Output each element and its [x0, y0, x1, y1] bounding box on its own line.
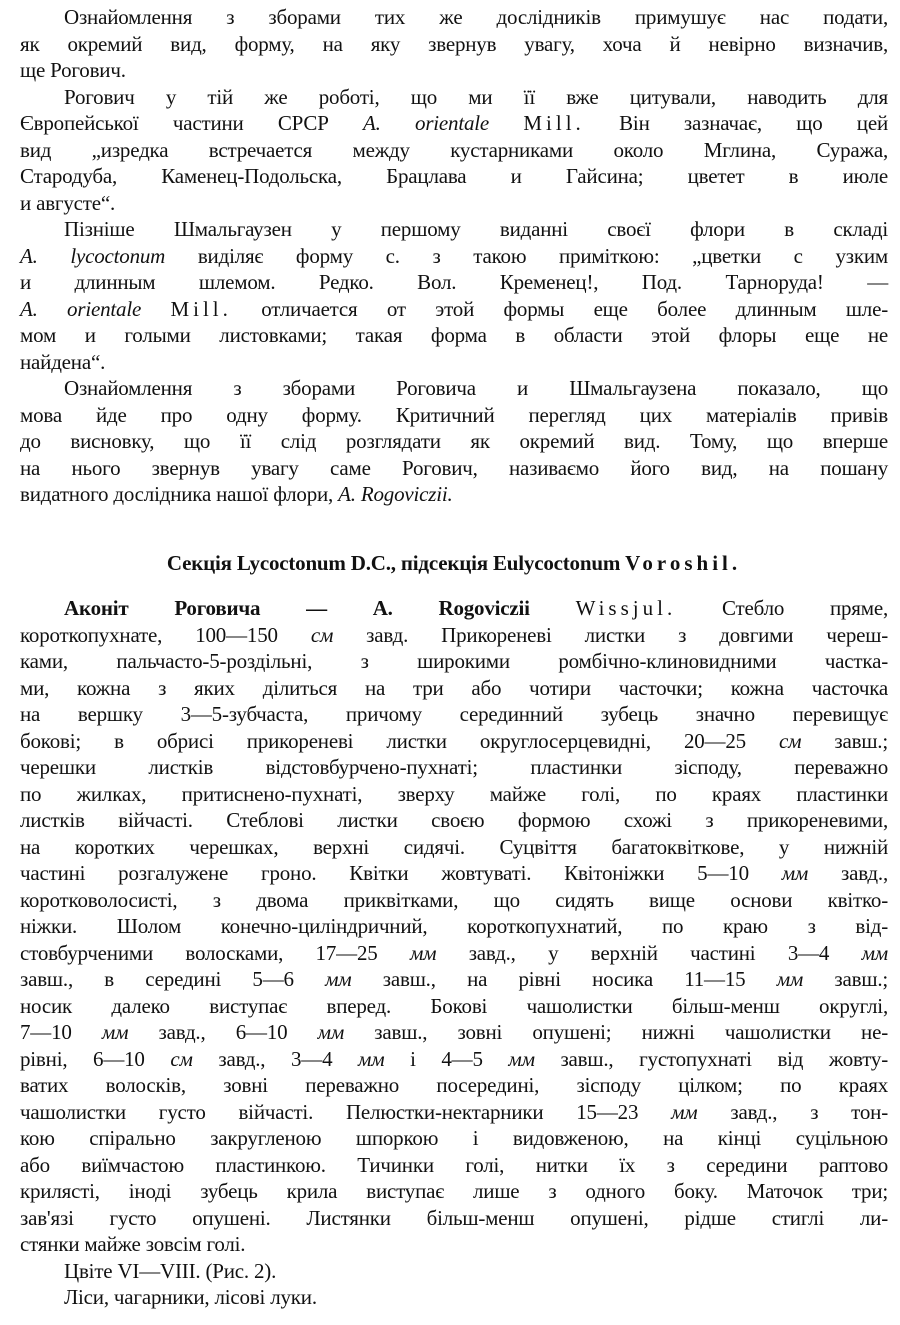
text-run	[141, 297, 170, 321]
species-description	[20, 595, 888, 1311]
text-run: чашолистки густо війчасті. Пелюстки-нектарники 15—23	[20, 1099, 672, 1124]
text-line	[20, 243, 888, 270]
text-run: видатного дослідника нашої флори,	[20, 482, 339, 506]
text-line	[20, 887, 888, 914]
text-run: Секція	[166, 551, 237, 575]
text-run: або виїмчастою пластинкою. Тичинки голі, нитки їх з середини раптово	[20, 1152, 888, 1177]
text-line	[20, 84, 888, 111]
text-line	[20, 648, 888, 675]
text-line	[20, 375, 888, 402]
paragraph	[20, 1284, 888, 1311]
text-run: завд., 6—10	[128, 1020, 318, 1044]
text-run: завд., з тон-	[697, 1099, 888, 1124]
text-run: Пізніше Шмальгаузен у першому виданні своєї флори в складі	[64, 217, 888, 241]
paragraph	[20, 375, 888, 508]
italic-run: мм	[776, 967, 804, 991]
text-run: и длинным шлемом. Редко. Вол. Кременец!, Под. Тарноруда! —	[20, 270, 888, 294]
text-run: завш.;	[801, 728, 888, 753]
text-line	[20, 137, 888, 164]
text-run: найдена“.	[20, 349, 106, 374]
text-run: черешки листків відстовбурчено-пухнаті; пластинки зісподу, переважно	[20, 755, 888, 779]
text-line	[20, 190, 888, 217]
text-run	[489, 111, 523, 135]
text-run: короткопухнате, 100—150	[20, 622, 311, 647]
text-run: завш.;	[803, 967, 889, 991]
text-line	[20, 481, 888, 508]
text-run: крилясті, іноді зубець крила виступає лише з одного боку. Маточок три;	[20, 1179, 888, 1203]
text-line	[20, 110, 888, 137]
text-run: и августе“.	[20, 190, 116, 215]
text-run: ніжки. Шолом конечно-циліндричний, короткопухнатий, по краю з від-	[20, 914, 888, 938]
text-run: зав'язі густо опушені. Листянки більш-менш опушені, рідше стиглі ли-	[20, 1205, 888, 1230]
text-run: вид „изредка встречается между кустарниками около Мглина, Суража,	[20, 137, 888, 162]
text-run: рівні, 6—10	[20, 1046, 171, 1071]
text-line	[20, 807, 888, 834]
text-run: завш., в середині 5—6	[20, 967, 326, 991]
text-run: ще Рогович.	[20, 58, 126, 82]
text-run: по жилках, притиснено-пухнаті, зверху майже голі, по краях пластинки	[20, 781, 888, 806]
italic-run: мм	[671, 1099, 698, 1124]
text-line	[20, 834, 888, 861]
text-run: на коротких черешках, верхні сидячі. Суцвіття багатоквіткове, у нижній	[20, 834, 888, 859]
intro-text	[20, 4, 888, 508]
text-line	[20, 163, 888, 190]
text-line	[20, 1231, 888, 1258]
italic-run: мм	[508, 1046, 535, 1071]
text-run: Цвіте VI—VIII. (Рис. 2).	[64, 1258, 277, 1283]
text-line	[20, 57, 888, 84]
section-heading	[20, 550, 888, 577]
text-line	[20, 4, 888, 31]
paragraph	[20, 4, 888, 84]
text-run: і 4—5	[384, 1046, 509, 1071]
text-run: листків війчасті. Стеблові листки своєю формою схожі з прикореневими,	[20, 808, 888, 832]
text-run: Ліси, чагарники, лісові луки.	[64, 1285, 317, 1309]
bold-run: Lycoctonum	[236, 551, 346, 575]
text-line	[20, 1046, 888, 1073]
text-line	[20, 1258, 888, 1285]
text-line	[20, 728, 888, 755]
bold-run: Eulycoctonum	[493, 551, 621, 575]
paragraph	[20, 1258, 888, 1285]
text-run: завш., на рівні носика 11—15	[351, 967, 777, 991]
paragraph	[20, 216, 888, 375]
text-run: ватих волосків, зовні переважно посередині, зісподу цілком; по краях	[20, 1073, 888, 1097]
text-run: Стародуба, Каменец-Подольска, Брацлава и Гайсина; цветет в июле	[20, 164, 888, 188]
text-line	[20, 1178, 888, 1205]
italic-run: A. Rogoviczii.	[338, 482, 453, 506]
text-run: D.C., підсекція	[345, 551, 493, 575]
italic-run: мм	[861, 940, 888, 965]
text-run: Стебло пряме,	[676, 596, 888, 620]
text-run: завд.,	[808, 861, 888, 885]
text-line	[20, 940, 888, 967]
text-line	[20, 860, 888, 887]
text-run: завш., густопухнаті від жовту-	[534, 1046, 888, 1071]
text-run: завш., зовні опушені; нижні чашолистки не-	[344, 1020, 888, 1044]
text-run: Він зазначає, що цей	[584, 111, 889, 135]
text-line	[20, 966, 888, 993]
text-line	[20, 269, 888, 296]
text-run: ми, кожна з яких ділиться на три або чотири часточки; кожна часточка	[20, 675, 888, 700]
paragraph	[20, 595, 888, 1258]
text-line	[20, 296, 888, 323]
italic-run: A. orientale	[20, 296, 142, 321]
heading-line	[20, 550, 888, 577]
text-run: виділяє форму c. з такою приміткою: „цветки с узким	[165, 243, 888, 268]
spaced-run: Voroshil.	[625, 551, 742, 575]
italic-run: A. lycoctonum	[20, 243, 166, 268]
text-line	[20, 216, 888, 243]
text-line	[20, 31, 888, 58]
text-run: як окремий вид, форму, на яку звернув увагу, хоча й невірно визначив,	[20, 31, 888, 56]
text-run: до висновку, що її слід розглядати як окремий вид. Тому, що вперше	[20, 429, 888, 453]
text-line	[20, 1205, 888, 1232]
text-run: Європейської частини СРСР	[20, 111, 364, 135]
text-run: ками, пальчасто-5-роздільні, з широкими ромбічно-клиновидними частка-	[20, 649, 888, 673]
text-line	[20, 1019, 888, 1046]
italic-run: мм	[409, 940, 437, 965]
text-line	[20, 993, 888, 1020]
text-run: частині розгалужене гроно. Квітки жовтуваті. Квітоніжки 5—10	[20, 861, 782, 885]
text-line	[20, 1099, 888, 1126]
text-run: на вершку 3—5-зубчаста, причому серединний зубець значно перевищує	[20, 702, 888, 726]
italic-run: мм	[358, 1046, 385, 1071]
text-run: носик далеко виступає вперед. Бокові чашолистки більш-менш округлі,	[20, 993, 888, 1018]
text-line	[20, 402, 888, 429]
text-run: завд., 3—4	[192, 1046, 359, 1071]
text-line	[20, 622, 888, 649]
text-line	[20, 428, 888, 455]
text-run: коротковолосисті, з двома приквітками, що сидять вище основи квітко-	[20, 887, 888, 912]
text-run: мова йде про одну форму. Критичний перегляд цих матеріалів привів	[20, 402, 888, 427]
text-run: стянки майже зовсім голі.	[20, 1232, 246, 1256]
italic-run: см	[170, 1046, 193, 1071]
text-line	[20, 1072, 888, 1099]
text-line	[20, 754, 888, 781]
bold-run: Аконіт Роговича — A. Rogoviczii	[64, 596, 530, 620]
text-line	[20, 1284, 888, 1311]
italic-run: см	[310, 622, 334, 647]
text-run: на нього звернув увагу саме Рогович, називаємо його вид, на пошану	[20, 455, 888, 480]
text-line	[20, 595, 888, 622]
text-run: Ознайомлення з зборами Роговича и Шмальгаузена показало, що	[64, 376, 888, 400]
text-line	[20, 349, 888, 376]
text-run: стовбурченими волосками, 17—25	[20, 940, 410, 965]
text-run: Рогович у тій же роботі, що ми її вже цитували, наводить для	[64, 84, 888, 109]
text-run: Ознайомлення з зборами тих же дослідників примушує нас подати,	[64, 5, 888, 29]
text-run: кою спірально закругленою шпоркою і видовженою, на кінці суцільною	[20, 1126, 888, 1150]
text-run: отличается от этой формы еще более длинным шле-	[231, 296, 888, 321]
text-run: завд., у верхній частині 3—4	[436, 940, 862, 965]
text-run: 7—10	[20, 1020, 102, 1044]
text-line	[20, 1125, 888, 1152]
text-line	[20, 781, 888, 808]
italic-run: см	[779, 728, 802, 753]
paragraph	[20, 84, 888, 217]
text-line	[20, 913, 888, 940]
spaced-run: Mill.	[523, 111, 585, 135]
text-run: завд. Прикореневі листки з довгими череш-	[333, 622, 889, 647]
text-run	[530, 596, 576, 620]
italic-run: A. orientale	[363, 111, 490, 135]
spaced-run: Wissjul.	[575, 596, 677, 620]
text-line	[20, 675, 888, 702]
italic-run: мм	[317, 1020, 345, 1044]
spaced-run: Mill.	[170, 296, 232, 321]
text-line	[20, 701, 888, 728]
text-line	[20, 1152, 888, 1179]
italic-run: мм	[781, 861, 809, 885]
text-run: бокові; в обрисі прикореневі листки округлосерцевидні, 20—25	[20, 728, 780, 753]
text-line	[20, 322, 888, 349]
text-run: мом и голыми листовками; такая форма в области этой флоры еще не	[20, 323, 888, 347]
italic-run: мм	[101, 1020, 129, 1044]
text-line	[20, 455, 888, 482]
italic-run: мм	[325, 967, 352, 991]
